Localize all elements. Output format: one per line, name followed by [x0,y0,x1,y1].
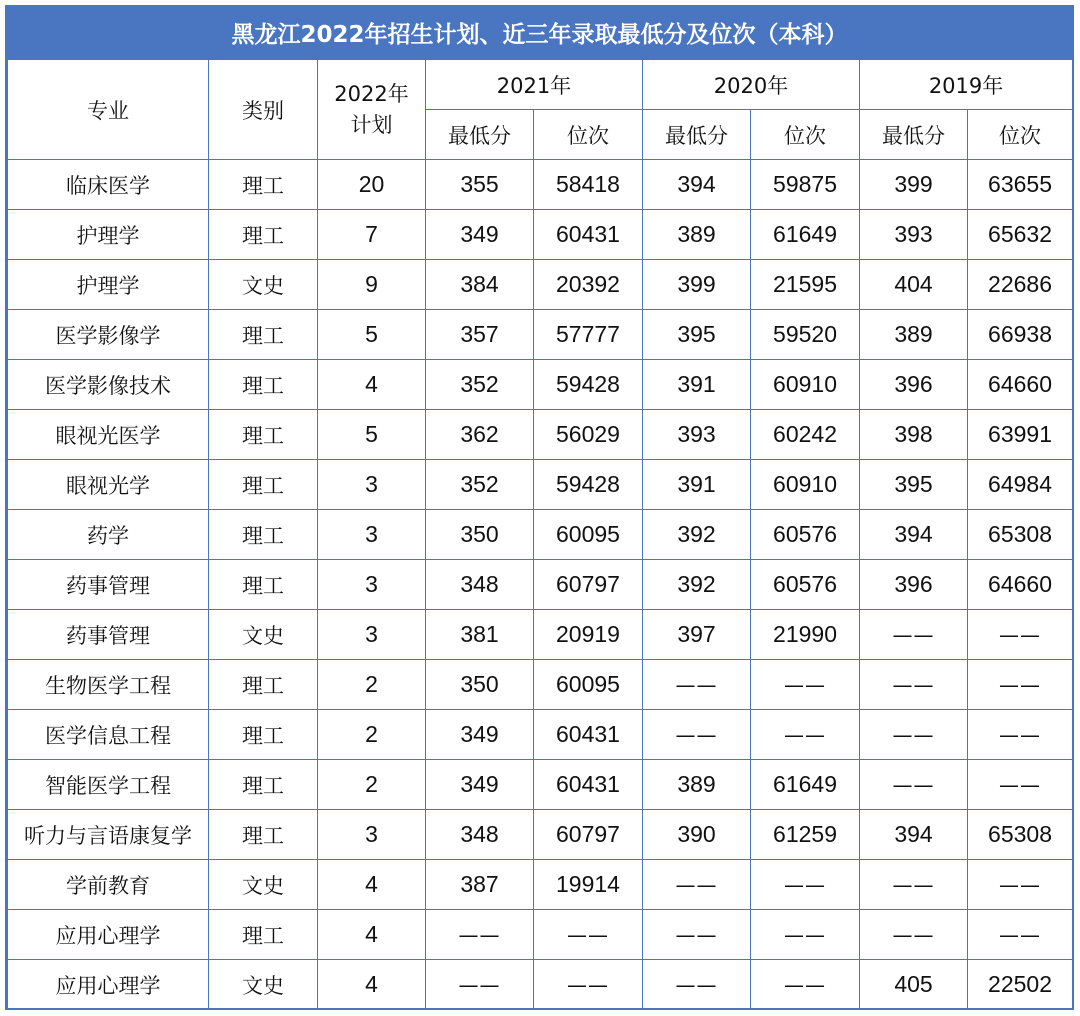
table-row [8,410,1073,460]
min-score-2020-cell: 399 [643,260,751,310]
rank-2019-cell: 65308 [968,510,1073,560]
plan-cell: 3 [318,460,426,510]
table-row [8,360,1073,410]
category-cell: 理工 [209,760,318,810]
table-row [8,860,1073,910]
rank-2020-cell: 59520 [751,310,860,360]
min-score-2019-cell: 398 [860,410,968,460]
rank-2019-cell: 22502 [968,960,1073,1010]
plan-cell: 20 [318,160,426,210]
min-score-2019-cell: —— [860,660,968,710]
category-cell: 文史 [209,610,318,660]
min-score-2020-cell: 392 [643,560,751,610]
header-rank-2021: 位次 [534,110,643,160]
category-cell: 理工 [209,460,318,510]
min-score-2021-cell: —— [426,960,534,1010]
major-cell: 眼视光学 [8,460,209,510]
rank-2019-cell: —— [968,660,1073,710]
rank-2020-cell: 60242 [751,410,860,460]
rank-2020-cell: 60576 [751,560,860,610]
plan-cell: 3 [318,610,426,660]
table-row [8,460,1073,510]
rank-2019-cell: —— [968,760,1073,810]
rank-2021-cell: 60431 [534,760,643,810]
rank-2020-cell: 60576 [751,510,860,560]
table-row [8,810,1073,860]
min-score-2021-cell: —— [426,910,534,960]
min-score-2020-cell: 392 [643,510,751,560]
min-score-2021-cell: 352 [426,360,534,410]
min-score-2019-cell: 396 [860,360,968,410]
category-cell: 理工 [209,410,318,460]
min-score-2019-cell: —— [860,860,968,910]
category-cell: 理工 [209,660,318,710]
min-score-2019-cell: 395 [860,460,968,510]
min-score-2020-cell: 393 [643,410,751,460]
rank-2019-cell: 64660 [968,360,1073,410]
min-score-2021-cell: 348 [426,560,534,610]
category-cell: 理工 [209,310,318,360]
table-row [8,160,1073,210]
category-cell: 理工 [209,710,318,760]
min-score-2019-cell: —— [860,910,968,960]
min-score-2019-cell: 399 [860,160,968,210]
min-score-2021-cell: 352 [426,460,534,510]
rank-2020-cell: 61259 [751,810,860,860]
table-row [8,260,1073,310]
plan-cell: 3 [318,560,426,610]
plan-cell: 4 [318,360,426,410]
table-row [8,210,1073,260]
header-plan-line1: 2022年 [334,81,409,106]
min-score-2020-cell: —— [643,660,751,710]
category-cell: 文史 [209,960,318,1010]
rank-2021-cell: 60431 [534,210,643,260]
min-score-2021-cell: 348 [426,810,534,860]
table-row [8,610,1073,660]
admission-table-container [5,5,1074,1010]
header-min-score-2021: 最低分 [426,110,534,160]
rank-2019-cell: 64660 [968,560,1073,610]
rank-2019-cell: 63655 [968,160,1073,210]
min-score-2019-cell: 404 [860,260,968,310]
rank-2019-cell: —— [968,610,1073,660]
min-score-2020-cell: 395 [643,310,751,360]
min-score-2019-cell: —— [860,760,968,810]
header-year-2019: 2019年 [860,60,1073,110]
table-row [8,560,1073,610]
rank-2021-cell: 60095 [534,660,643,710]
min-score-2021-cell: 350 [426,510,534,560]
rank-2021-cell: 60431 [534,710,643,760]
header-year-2020: 2020年 [643,60,860,110]
major-cell: 应用心理学 [8,910,209,960]
category-cell: 理工 [209,210,318,260]
rank-2019-cell: 65632 [968,210,1073,260]
plan-cell: 9 [318,260,426,310]
rank-2021-cell: 60797 [534,810,643,860]
rank-2019-cell: 22686 [968,260,1073,310]
category-cell: 理工 [209,910,318,960]
min-score-2020-cell: 390 [643,810,751,860]
rank-2019-cell: —— [968,860,1073,910]
min-score-2020-cell: 391 [643,360,751,410]
category-cell: 理工 [209,560,318,610]
header-major: 专业 [8,60,209,160]
category-cell: 理工 [209,810,318,860]
major-cell: 智能医学工程 [8,760,209,810]
major-cell: 生物医学工程 [8,660,209,710]
plan-cell: 5 [318,310,426,360]
major-cell: 临床医学 [8,160,209,210]
major-cell: 药学 [8,510,209,560]
min-score-2021-cell: 349 [426,210,534,260]
table-row [8,510,1073,560]
rank-2021-cell: 60095 [534,510,643,560]
min-score-2021-cell: 381 [426,610,534,660]
rank-2020-cell: 59875 [751,160,860,210]
rank-2021-cell: 20392 [534,260,643,310]
min-score-2020-cell: —— [643,860,751,910]
plan-cell: 3 [318,510,426,560]
major-cell: 医学信息工程 [8,710,209,760]
header-plan-line2: 计划 [350,112,393,137]
min-score-2019-cell: —— [860,610,968,660]
plan-cell: 4 [318,960,426,1010]
table-row [8,660,1073,710]
min-score-2020-cell: 394 [643,160,751,210]
min-score-2021-cell: 355 [426,160,534,210]
min-score-2021-cell: 387 [426,860,534,910]
rank-2019-cell: 65308 [968,810,1073,860]
rank-2020-cell: 21990 [751,610,860,660]
category-cell: 理工 [209,360,318,410]
min-score-2019-cell: 393 [860,210,968,260]
rank-2021-cell: 57777 [534,310,643,360]
rank-2019-cell: 66938 [968,310,1073,360]
rank-2020-cell: 61649 [751,760,860,810]
table-row [8,960,1073,1010]
header-min-score-2019: 最低分 [860,110,968,160]
header-rank-2019: 位次 [968,110,1073,160]
min-score-2020-cell: 397 [643,610,751,660]
category-cell: 文史 [209,260,318,310]
rank-2020-cell: 61649 [751,210,860,260]
min-score-2020-cell: —— [643,710,751,760]
rank-2020-cell: 21595 [751,260,860,310]
min-score-2019-cell: —— [860,710,968,760]
header-min-score-2020: 最低分 [643,110,751,160]
major-cell: 学前教育 [8,860,209,910]
rank-2020-cell: —— [751,860,860,910]
min-score-2021-cell: 350 [426,660,534,710]
major-cell: 眼视光医学 [8,410,209,460]
rank-2021-cell: 60797 [534,560,643,610]
rank-2021-cell: 59428 [534,460,643,510]
category-cell: 理工 [209,160,318,210]
min-score-2019-cell: 394 [860,810,968,860]
major-cell: 药事管理 [8,610,209,660]
admission-table [7,59,1073,1010]
major-cell: 药事管理 [8,560,209,610]
min-score-2021-cell: 357 [426,310,534,360]
min-score-2020-cell: —— [643,910,751,960]
header-rank-2020: 位次 [751,110,860,160]
plan-cell: 4 [318,910,426,960]
min-score-2020-cell: —— [643,960,751,1010]
plan-cell: 4 [318,860,426,910]
rank-2020-cell: 60910 [751,360,860,410]
major-cell: 医学影像技术 [8,360,209,410]
plan-cell: 5 [318,410,426,460]
min-score-2020-cell: 389 [643,210,751,260]
min-score-2020-cell: 389 [643,760,751,810]
rank-2021-cell: 56029 [534,410,643,460]
plan-cell: 2 [318,760,426,810]
plan-cell: 2 [318,660,426,710]
rank-2020-cell: —— [751,960,860,1010]
rank-2020-cell: —— [751,710,860,760]
min-score-2019-cell: 396 [860,560,968,610]
rank-2020-cell: —— [751,660,860,710]
min-score-2020-cell: 391 [643,460,751,510]
major-cell: 听力与言语康复学 [8,810,209,860]
rank-2021-cell: 59428 [534,360,643,410]
major-cell: 应用心理学 [8,960,209,1010]
plan-cell: 3 [318,810,426,860]
min-score-2021-cell: 362 [426,410,534,460]
min-score-2019-cell: 394 [860,510,968,560]
rank-2019-cell: —— [968,710,1073,760]
min-score-2021-cell: 384 [426,260,534,310]
category-cell: 文史 [209,860,318,910]
major-cell: 护理学 [8,210,209,260]
rank-2021-cell: 20919 [534,610,643,660]
rank-2020-cell: 60910 [751,460,860,510]
table-row [8,760,1073,810]
table-title: 黑龙江2022年招生计划、近三年录取最低分及位次（本科） [7,7,1072,59]
min-score-2019-cell: 405 [860,960,968,1010]
min-score-2021-cell: 349 [426,710,534,760]
rank-2021-cell: 19914 [534,860,643,910]
plan-cell: 2 [318,710,426,760]
rank-2019-cell: —— [968,910,1073,960]
header-year-2021: 2021年 [426,60,643,110]
header-category: 类别 [209,60,318,160]
rank-2019-cell: 64984 [968,460,1073,510]
table-row [8,710,1073,760]
min-score-2019-cell: 389 [860,310,968,360]
major-cell: 护理学 [8,260,209,310]
header-plan [318,60,426,160]
table-row [8,310,1073,360]
table-row [8,910,1073,960]
rank-2020-cell: —— [751,910,860,960]
rank-2021-cell: —— [534,910,643,960]
rank-2019-cell: 63991 [968,410,1073,460]
min-score-2021-cell: 349 [426,760,534,810]
category-cell: 理工 [209,510,318,560]
rank-2021-cell: —— [534,960,643,1010]
plan-cell: 7 [318,210,426,260]
rank-2021-cell: 58418 [534,160,643,210]
major-cell: 医学影像学 [8,310,209,360]
